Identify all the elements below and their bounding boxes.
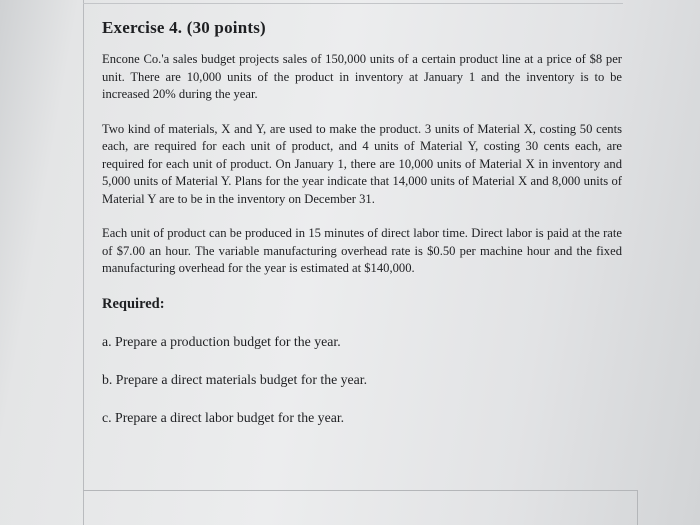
document-frame-left-edge [83, 0, 84, 525]
document-frame-top-edge [83, 3, 623, 4]
task-production-budget: a. Prepare a production budget for the year. [102, 333, 341, 349]
required-heading: Required: [102, 295, 165, 312]
exercise-title: Exercise 4. (30 points) [102, 18, 266, 37]
answer-box-edge [83, 490, 638, 525]
exercise-document [102, 18, 622, 447]
task-direct-labor-budget: c. Prepare a direct labor budget for the year. [102, 409, 345, 425]
paragraph-sales-budget: Encone Co.'a sales budget projects sales of 150,000 units of a certain product line at a price of $8 per unit. There are 10,000 units of the product in inventory at January 1 and the inventory is to be increased 20% during the year. [102, 52, 622, 101]
paragraph-labor-overhead: Each unit of product can be produced in 15 minutes of direct labor time. Direct labor is paid at the rate of $7.00 an hour. The variable manufacturing overhead rate is $0.50 per machine hour and the fixed manufacturing overhead for the year is estimated at $140,000. [102, 226, 622, 275]
paragraph-materials: Two kind of materials, X and Y, are used to make the product. 3 units of Material X, costing 50 cents each, are required for each unit of product, and 4 units of Material Y, costing 30 cents each, are required for each unit of product. On January 1, there are 10,000 units of Material X in inventory and 5,000 units of Material Y. Plans for the year indicate that 14,000 units of Material X and 8,000 units of Material Y are to be in the inventory on December 31. [102, 121, 622, 206]
task-direct-materials-budget: b. Prepare a direct materials budget for the year. [102, 371, 368, 387]
